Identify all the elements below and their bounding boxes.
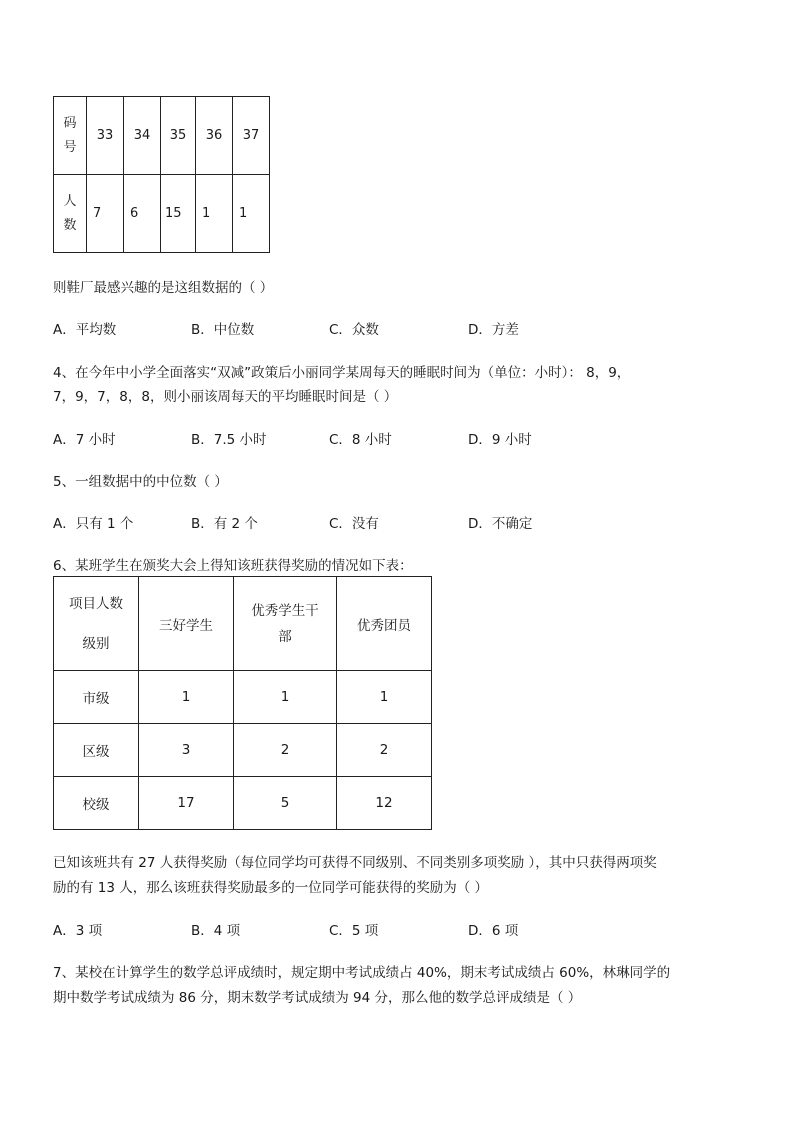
row-header-count (54, 175, 87, 253)
column-header: 优秀团员 (337, 577, 432, 671)
column-header (234, 577, 337, 671)
question-4-stem-line2: 7，9，7，8，8，则小丽该周每天的平均睡眠时间是（ ） (53, 389, 398, 405)
question-4-option-c: C．8 小时 (329, 432, 392, 448)
table-cell: 17 (139, 777, 234, 830)
question-3-option-b: B．中位数 (191, 322, 255, 338)
column-header-text: 优秀学生干部 (251, 602, 319, 645)
question-5-option-c: C．没有 (329, 516, 379, 532)
question-6-stem: 6、某班学生在颁奖大会上得知该班获得奖励的情况如下表： (53, 558, 413, 574)
question-3-option-c: C．众数 (329, 322, 379, 338)
shoe-size-table (53, 96, 270, 253)
question-7-stem-line1: 7、某校在计算学生的数学总评成绩时，规定期中考试成绩占 40%，期末考试成绩占 60%，林琳同学的 (53, 965, 671, 981)
question-4-option-b: B．7.5 小时 (191, 432, 267, 448)
question-5-option-b: B．有 2 个 (191, 516, 258, 532)
question-6-option-c: C．5 项 (329, 923, 379, 939)
table-cell: 12 (337, 777, 432, 830)
corner-header-top: 项目人数 (69, 595, 123, 612)
table-cell: 7 (87, 175, 124, 253)
award-table (53, 576, 432, 830)
question-4-stem-line1: 4、在今年中小学全面落实“双减”政策后小丽同学某周每天的睡眠时间为（单位：小时）： 8，9， (53, 365, 631, 381)
column-header: 三好学生 (139, 577, 234, 671)
table-cell: 3 (139, 724, 234, 777)
table-row (54, 97, 270, 175)
question-3-option-a: A．平均数 (53, 322, 117, 338)
table-cell: 2 (337, 724, 432, 777)
row-header-count-text: 人数 (63, 193, 77, 233)
row-label: 市级 (54, 671, 139, 724)
question-5-option-a: A．只有 1 个 (53, 516, 134, 532)
question-3-option-d: D．方差 (468, 322, 519, 338)
table-cell: 34 (124, 97, 161, 175)
table-row (54, 175, 270, 253)
table-header-row (54, 577, 432, 671)
question-3-stem: 则鞋厂最感兴趣的是这组数据的（ ） (53, 280, 274, 296)
question-6-option-d: D．6 项 (468, 923, 519, 939)
table-row (54, 671, 432, 724)
question-6-after-line1: 已知该班共有 27 人获得奖励（每位同学均可获得不同级别、不同类别多项奖励 ），其中只获得两项奖 (53, 855, 657, 871)
row-label: 校级 (54, 777, 139, 830)
table-cell: 1 (337, 671, 432, 724)
row-label: 区级 (54, 724, 139, 777)
corner-header-bottom: 级别 (82, 635, 110, 652)
table-row (54, 724, 432, 777)
table-cell: 6 (124, 175, 161, 253)
table-cell: 1 (233, 175, 270, 253)
question-5-option-d: D．不确定 (468, 516, 533, 532)
question-4-option-a: A．7 小时 (53, 432, 116, 448)
table-cell: 1 (234, 671, 337, 724)
table-cell: 35 (161, 97, 196, 175)
table-cell: 15 (161, 175, 196, 253)
table-cell: 5 (234, 777, 337, 830)
question-7-stem-line2: 期中数学考试成绩为 86 分，期末数学考试成绩为 94 分，那么他的数学总评成绩是（ ） (53, 990, 582, 1006)
question-5-stem: 5、一组数据中的中位数（ ） (53, 474, 228, 490)
row-header-size-text: 码号 (63, 115, 77, 155)
row-header-size (54, 97, 87, 175)
table-cell: 37 (233, 97, 270, 175)
question-4-option-d: D．9 小时 (468, 432, 532, 448)
question-6-option-b: B．4 项 (191, 923, 241, 939)
table-cell: 1 (139, 671, 234, 724)
table-cell: 2 (234, 724, 337, 777)
corner-header (54, 577, 139, 671)
table-row (54, 777, 432, 830)
table-cell: 1 (196, 175, 233, 253)
question-6-after-line2: 励的有 13 人，那么该班获得奖励最多的一位同学可能获得的奖励为（ ） (53, 880, 489, 896)
question-6-option-a: A．3 项 (53, 923, 103, 939)
table-cell: 33 (87, 97, 124, 175)
table-cell: 36 (196, 97, 233, 175)
